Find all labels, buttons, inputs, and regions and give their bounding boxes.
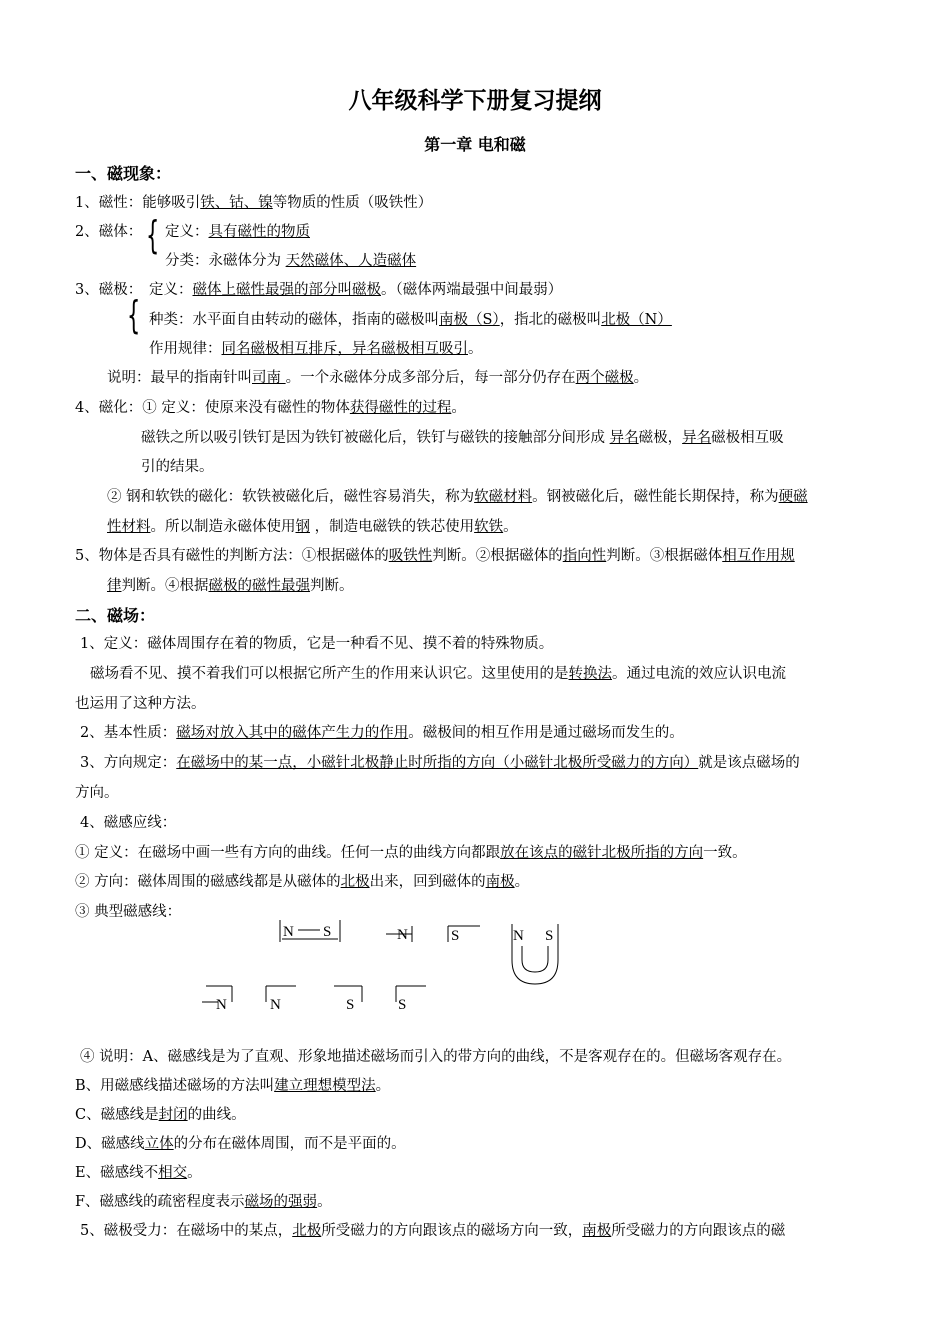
brace-icon: { xyxy=(127,293,141,337)
note-d: D、磁感线立体的分布在磁体周围，而不是平面的。 xyxy=(75,1136,406,1152)
note-b: B、用磁感线描述磁场的方法叫建立理想模型法。 xyxy=(75,1078,391,1094)
like-north-right-label: N xyxy=(270,997,281,1013)
line-magnetization-explain-cont: 引的结果。 xyxy=(141,459,214,475)
section-heading-magnetic-phenomena: 一、磁现象： xyxy=(75,164,172,183)
note-e: E、磁感线不相交。 xyxy=(75,1165,202,1181)
chapter-title: 第一章 电和磁 xyxy=(424,135,526,154)
line-field-lines-heading: 4、磁感应线： xyxy=(80,815,177,831)
line-field-direction-cont: 方向。 xyxy=(75,785,119,801)
right-south-label: S xyxy=(451,928,460,944)
like-south-left-label: S xyxy=(346,997,355,1013)
note-a: ④ 说明：A、磁感线是为了直观、形象地描述磁场而引入的带方向的曲线，不是客观存在的。但磁场客观存在。 xyxy=(80,1049,792,1065)
line-steel-iron: ② 钢和软铁的磁化：软铁被磁化后，磁性容易消失，称为软磁材料。钢被磁化后，磁性能长期保持，称为硬磁 xyxy=(107,489,808,505)
like-poles-diagram xyxy=(202,986,426,1002)
u-south-label: S xyxy=(545,928,554,944)
left-north-label: N xyxy=(397,927,408,943)
bar-south-label: S xyxy=(323,924,332,940)
like-north-left-label: N xyxy=(216,997,227,1013)
line-field-conversion: 磁场看不见、摸不着我们可以根据它所产生的作用来认识它。这里使用的是转换法。通过电流的效应认识电流 xyxy=(90,666,786,682)
line-pole-interaction: 作用规律：同名磁极相互排斥，异名磁极相互吸引。 xyxy=(149,341,483,357)
bar-north-label: N xyxy=(283,924,294,940)
note-c: C、磁感线是封闭的曲线。 xyxy=(75,1107,246,1123)
line-field-property: 2、基本性质：磁场对放入其中的磁体产生力的作用。磁极间的相互作用是通过磁场而发生的。 xyxy=(80,725,684,741)
line-judgement-method: 5、物体是否具有磁性的判断方法：①根据磁体的吸铁性判断。②根据磁体的指向性判断。③根据磁体相互作用规 xyxy=(75,548,795,564)
line-magnet-classification: 分类：永磁体分为 天然磁体、人造磁体 xyxy=(165,253,417,269)
line-pole-definition: 定义：磁体上磁性最强的部分叫磁极。（磁体两端最强中间最弱） xyxy=(149,282,563,298)
line-magnetism: 1、磁性：能够吸引铁、钴、镍等物质的性质（吸铁性） xyxy=(75,195,433,211)
line-magnet-definition: 定义：具有磁性的物质 xyxy=(165,224,310,240)
line-typical-field-lines: ③ 典型磁感线： xyxy=(75,904,182,920)
like-south-right-label: S xyxy=(398,997,407,1013)
line-field-direction: 3、方向规定：在磁场中的某一点，小磁针北极静止时所指的方向（小磁针北极所受磁力的方向）就是该点磁场的 xyxy=(80,755,800,771)
note-f: F、磁感线的疏密程度表示磁场的强弱。 xyxy=(75,1194,332,1210)
line-field-lines-definition: ① 定义：在磁场中画一些有方向的曲线。任何一点的曲线方向都跟放在该点的磁针北极所指的方向一致。 xyxy=(75,845,747,861)
magnet-diagrams xyxy=(190,912,590,1022)
line-pole-label: 3、磁极： xyxy=(75,282,143,298)
line-judgement-method-cont: 律判断。④根据磁极的磁性最强判断。 xyxy=(107,578,354,594)
line-field-definition: 1、定义：磁体周围存在着的物质，它是一种看不见、摸不着的特殊物质。 xyxy=(80,636,554,652)
line-pole-types: 种类：水平面自由转动的磁体，指南的磁极叫南极（S），指北的磁极叫北极（N） xyxy=(149,312,672,328)
document-title: 八年级科学下册复习提纲 xyxy=(348,87,602,114)
line-magnetization-definition: 4、磁化：① 定义：使原来没有磁性的物体获得磁性的过程。 xyxy=(75,400,466,416)
line-field-lines-direction: ② 方向：磁体周围的磁感线都是从磁体的北极出来，回到磁体的南极。 xyxy=(75,874,530,890)
line-magnetization-explain: 磁铁之所以吸引铁钉是因为铁钉被磁化后，铁钉与磁铁的接触部分间形成 异名磁极，异名磁极相互吸 xyxy=(141,430,784,446)
line-steel-iron-cont: 性材料。所以制造永磁体使用钢 ，制造电磁铁的铁芯使用软铁。 xyxy=(107,519,518,535)
line-field-conversion-cont: 也运用了这种方法。 xyxy=(75,696,206,712)
section-heading-magnetic-field: 二、磁场： xyxy=(75,606,156,625)
line-compass-note: 说明：最早的指南针叫司南 。一个永磁体分成多部分后，每一部分仍存在两个磁极。 xyxy=(107,370,649,386)
line-pole-force: 5、磁极受力：在磁场中的某点，北极所受磁力的方向跟该点的磁场方向一致，南极所受磁力的方向跟该点的磁 xyxy=(80,1223,786,1239)
u-north-label: N xyxy=(513,928,524,944)
line-magnet-label: 2、磁体： xyxy=(75,224,143,240)
brace-icon: { xyxy=(146,213,160,257)
